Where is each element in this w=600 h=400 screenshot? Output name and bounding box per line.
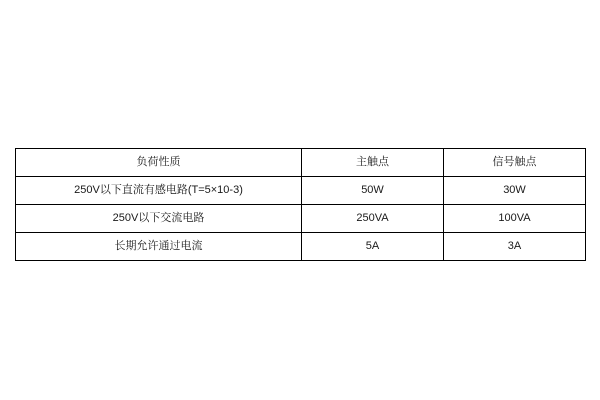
column-header-load-nature: 负荷性质 (16, 149, 302, 177)
column-header-main-contact: 主触点 (302, 149, 444, 177)
table-row (16, 233, 586, 261)
column-header-signal-contact: 信号触点 (444, 149, 586, 177)
table-header-row (16, 149, 586, 177)
table-row (16, 205, 586, 233)
cell-load-nature-1: 250V以下直流有感电路(T=5×10-3) (16, 177, 302, 205)
spec-table-container (15, 148, 585, 261)
table-row (16, 177, 586, 205)
cell-signal-contact-3: 3A (444, 233, 586, 261)
cell-main-contact-1: 50W (302, 177, 444, 205)
cell-signal-contact-1: 30W (444, 177, 586, 205)
cell-load-nature-2: 250V以下交流电路 (16, 205, 302, 233)
cell-main-contact-2: 250VA (302, 205, 444, 233)
cell-main-contact-3: 5A (302, 233, 444, 261)
contact-rating-table (15, 148, 586, 261)
cell-signal-contact-2: 100VA (444, 205, 586, 233)
cell-load-nature-3: 长期允许通过电流 (16, 233, 302, 261)
